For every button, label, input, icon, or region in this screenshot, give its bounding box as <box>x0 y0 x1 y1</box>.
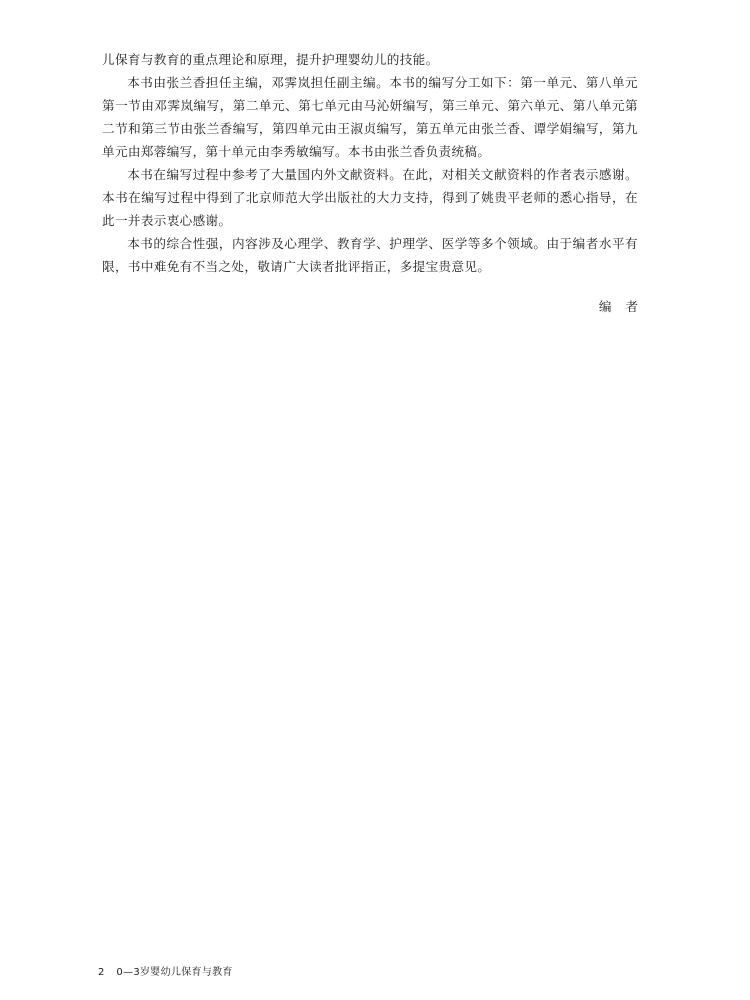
preface-body <box>102 48 652 315</box>
paragraph-authorship: 本书由张兰香担任主编，邓霁岚担任副主编。本书的编写分工如下：第一单元、第八单元第一节由邓霁岚编写，第二单元、第七单元由马沁妍编写，第三单元、第六单元、第八单元第二节和第三节由张兰香编写，第四单元由王淑贞编写，第五单元由张兰香、谭学娟编写，第九单元由郑蓉编写，第十单元由李秀敏编写。本书由张兰香负责统稿。 <box>102 75 638 159</box>
running-title: 0—3岁婴幼儿保育与教育 <box>116 967 233 978</box>
paragraph-scope: 本书的综合性强，内容涉及心理学、教育学、护理学、医学等多个领域。由于编者水平有限，书中难免有不当之处，敬请广大读者批评指正，多提宝贵意见。 <box>102 236 638 274</box>
page-number: 2 <box>98 967 105 978</box>
paragraph-continuation: 儿保育与教育的重点理论和原理，提升护理婴幼儿的技能。 <box>102 52 439 67</box>
page-footer <box>98 966 233 980</box>
author-signature: 编者 <box>598 299 652 314</box>
paragraph-acknowledgement: 本书在编写过程中参考了大量国内外文献资料。在此，对相关文献资料的作者表示感谢。本书在编写过程中得到了北京师范大学出版社的大力支持，得到了姚贵平老师的悉心指导，在此一并表示衷心感谢。 <box>102 167 638 228</box>
